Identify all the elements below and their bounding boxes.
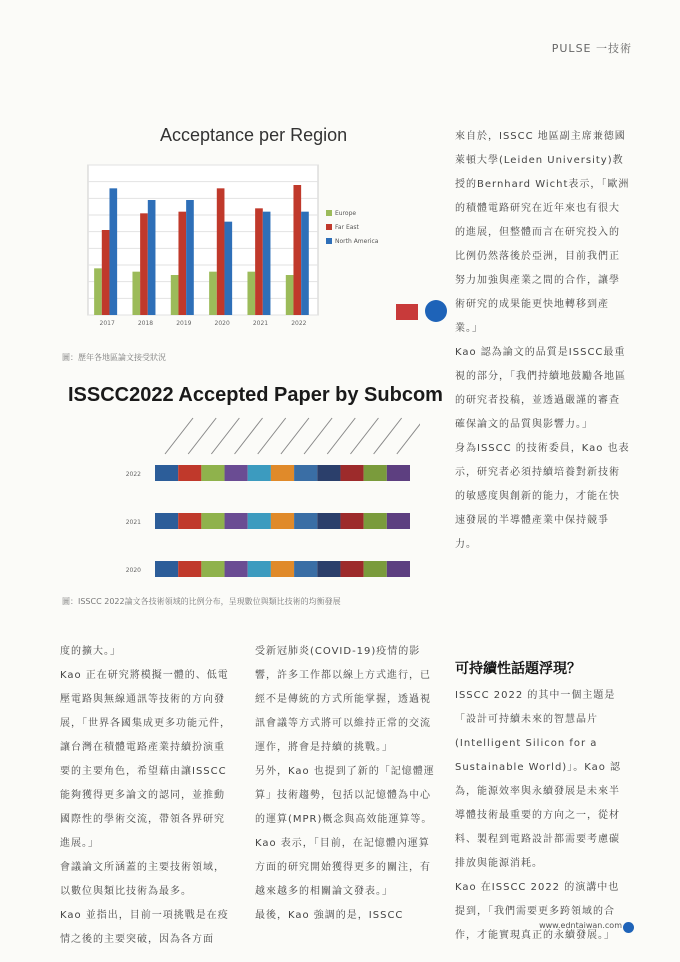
figure1-caption: 圖：歷年各地區論文接受狀況 — [62, 353, 166, 362]
acceptance-bar-chart — [60, 155, 390, 345]
bar-north-america-2019 — [186, 200, 194, 315]
category-tick — [350, 418, 378, 454]
segment-2020-1 — [178, 561, 201, 577]
paragraph: ISSCC 2022 的其中一個主題是「設計可持續未來的智慧晶片(Intelligent Silicon for a Sustainable World)」。Kao 認為，能源效率與永續發展是未來半導體技術最重要的方向之一，從材料、製程到電路設計都需要考慮碳排放與能源消耗。 — [455, 690, 622, 869]
paragraph: Kao 並指出，目前一項挑戰是在疫情之後的主要突破，因為各方面 — [60, 910, 229, 945]
logo-mark-red — [396, 304, 418, 320]
text-column-2 — [255, 640, 435, 928]
row-label: 2021 — [125, 519, 141, 526]
figure-acceptance-per-region — [60, 125, 440, 350]
paragraph: 身為ISSCC 的技術委員，Kao 也表示，研究者必須持續培養對新技術的敏感度與創新的能力，才能在快速發展的半導體產業中保持競爭力。 — [455, 443, 630, 550]
segment-2020-0 — [155, 561, 178, 577]
figure2-title: ISSCC2022 Accepted Paper by Subcom — [68, 384, 443, 406]
segment-2021-0 — [155, 513, 178, 529]
bar-europe-2017 — [94, 268, 102, 315]
segment-2022-0 — [155, 465, 178, 481]
category-tick — [327, 418, 355, 454]
bar-far-east-2021 — [255, 208, 263, 315]
x-tick-label: 2018 — [137, 320, 154, 327]
category-tick — [281, 418, 309, 454]
category-tick — [258, 418, 286, 454]
segment-2020-4 — [248, 561, 271, 577]
category-tick — [304, 418, 332, 454]
segment-2021-9 — [364, 513, 387, 529]
logo-mark-blue — [425, 300, 447, 322]
segment-2022-2 — [201, 465, 224, 481]
bar-far-east-2018 — [140, 213, 148, 315]
segment-2020-8 — [340, 561, 363, 577]
legend-swatch — [326, 238, 332, 244]
figure2-caption: 圖：ISSCC 2022論文各技術領域的比例分布，呈現數位與類比技術的均衡發展 — [62, 597, 341, 606]
bar-north-america-2017 — [109, 188, 117, 315]
chart-title: Acceptance per Region — [160, 125, 348, 145]
segment-2022-3 — [225, 465, 248, 481]
paragraph: 另外，Kao 也提到了新的「記憶體運算」技術趨勢，包括以記憶體為中心的運算(MPR)概念與高效能運算等。Kao 表示，「目前，在記憶體內運算方面的研究開始獲得更多的關注，有越來越多的相關論文發表。」 — [255, 766, 435, 897]
x-tick-label: 2022 — [291, 320, 307, 327]
legend-swatch — [326, 224, 332, 230]
bar-europe-2021 — [247, 272, 255, 315]
bar-north-america-2018 — [148, 200, 156, 315]
bar-europe-2019 — [171, 275, 179, 315]
paragraph: Kao 正在研究將模擬一體的、低電壓電路與無線通訊等技術的方向發展，「世界各國集成更多功能元件，讓台灣在積體電路產業持續扮演重要的主要角色，希望藉由讓ISSCC 能夠獲得更多論文的認同，並推動國際性的學術交流，帶領各界研究進展。」 — [60, 670, 231, 849]
bar-far-east-2017 — [102, 230, 110, 315]
segment-2022-7 — [317, 465, 340, 481]
segment-2022-5 — [271, 465, 294, 481]
paragraph: 最後，Kao 強調的是，ISSCC — [255, 910, 404, 921]
segment-2020-9 — [364, 561, 387, 577]
bar-far-east-2019 — [178, 212, 186, 315]
x-tick-label: 2019 — [176, 320, 192, 327]
segment-2021-8 — [340, 513, 363, 529]
segment-2021-3 — [225, 513, 248, 529]
plot-area — [88, 165, 318, 315]
paragraph: 受新冠肺炎(COVID-19)疫情的影響，許多工作都以線上方式進行，已經不是傳統的方式所能掌握，透過視訊會議等方式將可以維持正常的交流運作，將會是持續的挑戰。」 — [255, 646, 431, 753]
category-tick — [374, 418, 402, 454]
segment-2021-6 — [294, 513, 317, 529]
segment-2021-10 — [387, 513, 410, 529]
paragraph: Kao 在ISSCC 2022 的演講中也提到，「我們需要更多跨領域的合作，才能實現真正的永續發展。」 — [455, 882, 620, 941]
bar-far-east-2022 — [293, 185, 301, 315]
segment-2020-2 — [201, 561, 224, 577]
legend-label: Far East — [335, 224, 359, 231]
page-header: PULSE 一技術 — [551, 42, 632, 55]
bar-north-america-2020 — [224, 222, 232, 315]
page-number-dot — [623, 922, 634, 933]
subcom-bar-chart — [60, 410, 420, 595]
segment-2020-10 — [387, 561, 410, 577]
bar-europe-2018 — [132, 272, 140, 315]
text-column-3 — [455, 125, 630, 557]
segment-2021-5 — [271, 513, 294, 529]
category-tick — [188, 418, 216, 454]
segment-2021-1 — [178, 513, 201, 529]
segment-2020-5 — [271, 561, 294, 577]
row-label: 2020 — [125, 567, 141, 574]
legend-label: Europe — [335, 210, 357, 217]
segment-2020-3 — [225, 561, 248, 577]
text-column-3b — [455, 684, 630, 948]
x-tick-label: 2020 — [214, 320, 230, 327]
bar-europe-2020 — [209, 272, 217, 315]
category-tick — [397, 418, 420, 454]
segment-2022-4 — [248, 465, 271, 481]
paragraph: 來自於，ISSCC 地區副主席兼德國萊頓大學(Leiden University)教授的Bernhard Wicht表示，「歐洲的積體電路研究在近年來也有很大的進展，但整體而言在研究投入的比例仍然落後於亞洲，目前我們正努力加強與產業之間的合作，讓學術研究的成果能更快地轉移到產業。」 — [455, 131, 630, 334]
text-column-1 — [60, 640, 235, 952]
legend-swatch — [326, 210, 332, 216]
category-tick — [165, 418, 193, 454]
segment-2020-7 — [317, 561, 340, 577]
segment-2021-2 — [201, 513, 224, 529]
segment-2022-9 — [364, 465, 387, 481]
bar-north-america-2021 — [263, 212, 271, 315]
segment-2021-4 — [248, 513, 271, 529]
paragraph: 度的擴大。」 — [60, 646, 121, 657]
section-heading: 可持續性話題浮現？ — [455, 661, 581, 677]
segment-2022-8 — [340, 465, 363, 481]
x-tick-label: 2021 — [252, 320, 269, 327]
category-tick — [235, 418, 263, 454]
segment-2021-7 — [317, 513, 340, 529]
paragraph: 會議論文所涵蓋的主要技術領域，以數位與類比技術為最多。 — [60, 862, 225, 897]
bar-europe-2022 — [286, 275, 294, 315]
row-label: 2022 — [125, 471, 141, 478]
segment-2022-10 — [387, 465, 410, 481]
segment-2020-6 — [294, 561, 317, 577]
segment-2022-1 — [178, 465, 201, 481]
segment-2022-6 — [294, 465, 317, 481]
legend-label: North America — [335, 238, 379, 245]
x-tick-label: 2017 — [99, 320, 115, 327]
category-tick — [211, 418, 239, 454]
paragraph: Kao 認為論文的品質是ISSCC最重視的部分，「我們持續地鼓勵各地區的研究者投稿，並透過嚴謹的審查確保論文的品質與影響力。」 — [455, 347, 626, 430]
bar-far-east-2020 — [217, 188, 225, 315]
footer-url: www.edntaiwan.com — [539, 921, 622, 930]
bar-north-america-2022 — [301, 212, 309, 315]
